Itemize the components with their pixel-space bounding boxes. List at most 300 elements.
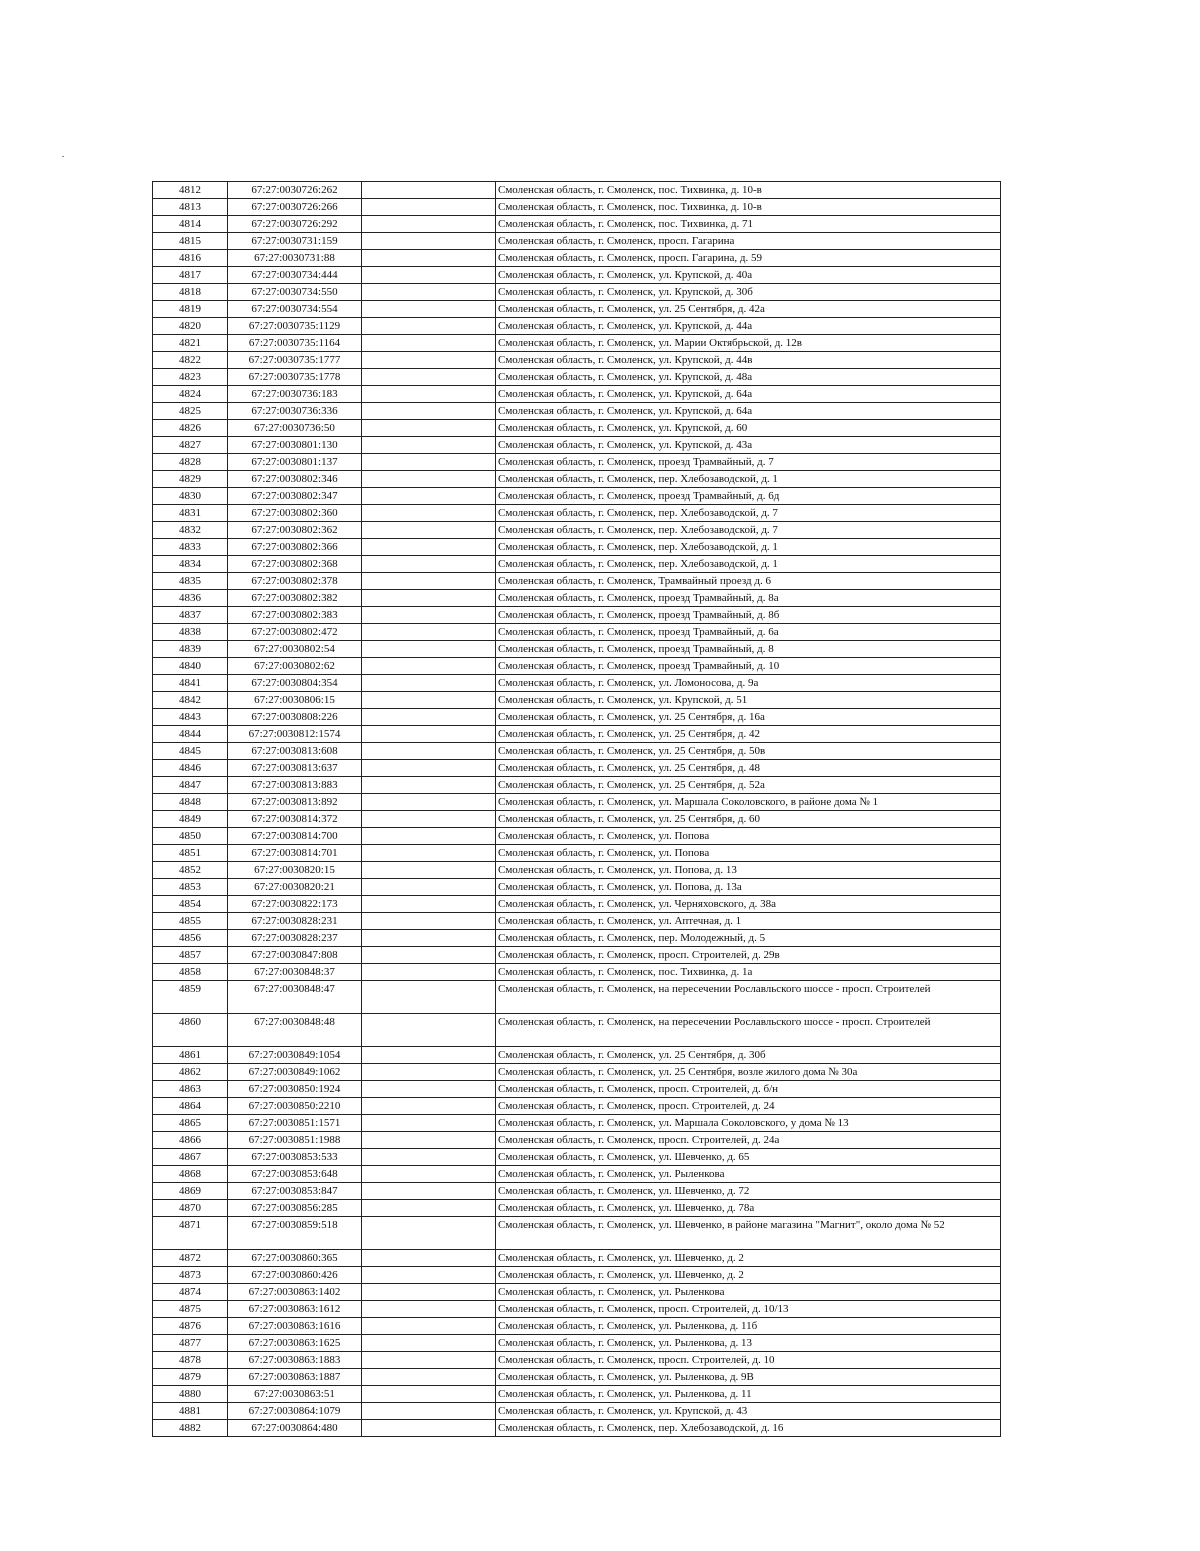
table-row [153,845,1001,862]
address: Смоленская область, г. Смоленск, пер. Хлебозаводской, д. 7 [496,505,1001,522]
row-number: 4820 [153,318,228,335]
empty-cell [362,913,496,930]
empty-cell [362,318,496,335]
cadastral-number: 67:27:0030864:1079 [228,1403,362,1420]
scan-speck [62,156,64,157]
empty-cell [362,1014,496,1047]
address: Смоленская область, г. Смоленск, ул. Шевченко, в районе магазина "Магнит", около дома № 52 [496,1217,1001,1250]
table-row [153,1200,1001,1217]
row-number: 4836 [153,590,228,607]
cadastral-number: 67:27:0030802:368 [228,556,362,573]
empty-cell [362,1081,496,1098]
cadastral-number: 67:27:0030813:883 [228,777,362,794]
empty-cell [362,726,496,743]
cadastral-number: 67:27:0030734:444 [228,267,362,284]
address: Смоленская область, г. Смоленск, просп. Гагарина [496,233,1001,250]
cadastral-number: 67:27:0030851:1571 [228,1115,362,1132]
row-number: 4869 [153,1183,228,1200]
table-row [153,930,1001,947]
address: Смоленская область, г. Смоленск, ул. Маршала Соколовского, у дома № 13 [496,1115,1001,1132]
empty-cell [362,267,496,284]
table-row [153,1166,1001,1183]
table-row [153,828,1001,845]
cadastral-number: 67:27:0030859:518 [228,1217,362,1250]
registry-table-body [153,182,1001,1437]
address: Смоленская область, г. Смоленск, проезд Трамвайный, д. 7 [496,454,1001,471]
table-row [153,199,1001,216]
address: Смоленская область, г. Смоленск, ул. 25 Сентября, д. 30б [496,1047,1001,1064]
table-row [153,726,1001,743]
cadastral-number: 67:27:0030735:1129 [228,318,362,335]
table-row [153,590,1001,607]
empty-cell [362,624,496,641]
empty-cell [362,845,496,862]
address: Смоленская область, г. Смоленск, проезд Трамвайный, д. 8б [496,607,1001,624]
empty-cell [362,1420,496,1437]
row-number: 4863 [153,1081,228,1098]
cadastral-number: 67:27:0030731:88 [228,250,362,267]
address: Смоленская область, г. Смоленск, пер. Хлебозаводской, д. 16 [496,1420,1001,1437]
table-row [153,267,1001,284]
empty-cell [362,1132,496,1149]
address: Смоленская область, г. Смоленск, на пересечении Рославльского шоссе - просп. Строителей [496,981,1001,1014]
address: Смоленская область, г. Смоленск, просп. Строителей, д. 29в [496,947,1001,964]
address: Смоленская область, г. Смоленск, ул. Попова [496,828,1001,845]
row-number: 4831 [153,505,228,522]
empty-cell [362,1047,496,1064]
row-number: 4882 [153,1420,228,1437]
address: Смоленская область, г. Смоленск, ул. Марии Октябрьской, д. 12в [496,335,1001,352]
address: Смоленская область, г. Смоленск, ул. Шевченко, д. 2 [496,1267,1001,1284]
empty-cell [362,1335,496,1352]
address: Смоленская область, г. Смоленск, ул. Рыленкова, д. 13 [496,1335,1001,1352]
cadastral-number: 67:27:0030802:366 [228,539,362,556]
empty-cell [362,216,496,233]
cadastral-number: 67:27:0030820:15 [228,862,362,879]
row-number: 4833 [153,539,228,556]
table-row [153,1217,1001,1250]
row-number: 4841 [153,675,228,692]
empty-cell [362,1098,496,1115]
table-row [153,1403,1001,1420]
address: Смоленская область, г. Смоленск, ул. Крупской, д. 60 [496,420,1001,437]
empty-cell [362,1166,496,1183]
cadastral-number: 67:27:0030802:347 [228,488,362,505]
row-number: 4856 [153,930,228,947]
address: Смоленская область, г. Смоленск, ул. Маршала Соколовского, в районе дома № 1 [496,794,1001,811]
empty-cell [362,1200,496,1217]
cadastral-number: 67:27:0030849:1062 [228,1064,362,1081]
empty-cell [362,794,496,811]
empty-cell [362,1149,496,1166]
empty-cell [362,675,496,692]
row-number: 4859 [153,981,228,1014]
empty-cell [362,233,496,250]
table-row [153,403,1001,420]
empty-cell [362,590,496,607]
row-number: 4857 [153,947,228,964]
empty-cell [362,199,496,216]
row-number: 4877 [153,1335,228,1352]
row-number: 4879 [153,1369,228,1386]
cadastral-number: 67:27:0030863:1616 [228,1318,362,1335]
table-row [153,1183,1001,1200]
address: Смоленская область, г. Смоленск, ул. Рыленкова [496,1284,1001,1301]
row-number: 4861 [153,1047,228,1064]
cadastral-number: 67:27:0030802:346 [228,471,362,488]
table-row [153,488,1001,505]
row-number: 4853 [153,879,228,896]
empty-cell [362,1352,496,1369]
empty-cell [362,964,496,981]
address: Смоленская область, г. Смоленск, проезд Трамвайный, д. 8а [496,590,1001,607]
empty-cell [362,369,496,386]
empty-cell [362,352,496,369]
table-row [153,1267,1001,1284]
empty-cell [362,437,496,454]
row-number: 4814 [153,216,228,233]
table-row [153,454,1001,471]
empty-cell [362,488,496,505]
address: Смоленская область, г. Смоленск, Трамвайный проезд д. 6 [496,573,1001,590]
cadastral-number: 67:27:0030828:237 [228,930,362,947]
table-row [153,913,1001,930]
cadastral-number: 67:27:0030849:1054 [228,1047,362,1064]
empty-cell [362,471,496,488]
cadastral-number: 67:27:0030726:266 [228,199,362,216]
table-row [153,675,1001,692]
empty-cell [362,760,496,777]
row-number: 4812 [153,182,228,199]
address: Смоленская область, г. Смоленск, ул. Крупской, д. 43а [496,437,1001,454]
table-row [153,947,1001,964]
row-number: 4813 [153,199,228,216]
table-row [153,233,1001,250]
address: Смоленская область, г. Смоленск, ул. Крупской, д. 43 [496,1403,1001,1420]
address: Смоленская область, г. Смоленск, пер. Хлебозаводской, д. 1 [496,471,1001,488]
empty-cell [362,1064,496,1081]
address: Смоленская область, г. Смоленск, ул. 25 Сентября, д. 42 [496,726,1001,743]
cadastral-number: 67:27:0030860:426 [228,1267,362,1284]
cadastral-number: 67:27:0030806:15 [228,692,362,709]
table-row [153,1081,1001,1098]
row-number: 4855 [153,913,228,930]
address: Смоленская область, г. Смоленск, пос. Тихвинка, д. 1а [496,964,1001,981]
table-row [153,862,1001,879]
cadastral-number: 67:27:0030850:2210 [228,1098,362,1115]
address: Смоленская область, г. Смоленск, просп. Строителей, д. 24 [496,1098,1001,1115]
cadastral-number: 67:27:0030850:1924 [228,1081,362,1098]
cadastral-number: 67:27:0030734:550 [228,284,362,301]
empty-cell [362,539,496,556]
cadastral-number: 67:27:0030802:360 [228,505,362,522]
row-number: 4875 [153,1301,228,1318]
empty-cell [362,556,496,573]
address: Смоленская область, г. Смоленск, ул. Рыленкова, д. 11 [496,1386,1001,1403]
cadastral-number: 67:27:0030814:701 [228,845,362,862]
address: Смоленская область, г. Смоленск, ул. 25 Сентября, д. 48 [496,760,1001,777]
row-number: 4850 [153,828,228,845]
cadastral-number: 67:27:0030808:226 [228,709,362,726]
address: Смоленская область, г. Смоленск, ул. Рыленкова, д. 9В [496,1369,1001,1386]
row-number: 4880 [153,1386,228,1403]
cadastral-number: 67:27:0030820:21 [228,879,362,896]
empty-cell [362,692,496,709]
address: Смоленская область, г. Смоленск, ул. 25 Сентября, д. 60 [496,811,1001,828]
cadastral-number: 67:27:0030814:700 [228,828,362,845]
row-number: 4832 [153,522,228,539]
table-row [153,1420,1001,1437]
empty-cell [362,1267,496,1284]
table-row [153,658,1001,675]
table-row [153,743,1001,760]
row-number: 4852 [153,862,228,879]
row-number: 4819 [153,301,228,318]
address: Смоленская область, г. Смоленск, пер. Хлебозаводской, д. 7 [496,522,1001,539]
empty-cell [362,641,496,658]
table-row [153,777,1001,794]
cadastral-number: 67:27:0030802:54 [228,641,362,658]
cadastral-number: 67:27:0030814:372 [228,811,362,828]
row-number: 4822 [153,352,228,369]
cadastral-number: 67:27:0030801:130 [228,437,362,454]
cadastral-number: 67:27:0030828:231 [228,913,362,930]
address: Смоленская область, г. Смоленск, ул. Крупской, д. 44а [496,318,1001,335]
address: Смоленская область, г. Смоленск, на пересечении Рославльского шоссе - просп. Строителей [496,1014,1001,1047]
empty-cell [362,607,496,624]
row-number: 4881 [153,1403,228,1420]
empty-cell [362,454,496,471]
table-row [153,1014,1001,1047]
row-number: 4851 [153,845,228,862]
cadastral-number: 67:27:0030735:1778 [228,369,362,386]
empty-cell [362,709,496,726]
table-row [153,794,1001,811]
empty-cell [362,505,496,522]
row-number: 4867 [153,1149,228,1166]
cadastral-number: 67:27:0030822:173 [228,896,362,913]
empty-cell [362,335,496,352]
cadastral-number: 67:27:0030863:1883 [228,1352,362,1369]
table-row [153,641,1001,658]
cadastral-number: 67:27:0030735:1777 [228,352,362,369]
address: Смоленская область, г. Смоленск, ул. Крупской, д. 64а [496,403,1001,420]
cadastral-number: 67:27:0030802:472 [228,624,362,641]
cadastral-number: 67:27:0030853:648 [228,1166,362,1183]
row-number: 4828 [153,454,228,471]
empty-cell [362,777,496,794]
row-number: 4840 [153,658,228,675]
table-row [153,573,1001,590]
table-row [153,879,1001,896]
address: Смоленская область, г. Смоленск, пос. Тихвинка, д. 10-в [496,199,1001,216]
cadastral-number: 67:27:0030847:808 [228,947,362,964]
row-number: 4823 [153,369,228,386]
table-row [153,318,1001,335]
address: Смоленская область, г. Смоленск, ул. Крупской, д. 48а [496,369,1001,386]
address: Смоленская область, г. Смоленск, пер. Хлебозаводской, д. 1 [496,556,1001,573]
empty-cell [362,879,496,896]
table-row [153,1064,1001,1081]
cadastral-number: 67:27:0030731:159 [228,233,362,250]
empty-cell [362,420,496,437]
table-row [153,284,1001,301]
registry-table [152,181,1001,1437]
table-row [153,1284,1001,1301]
empty-cell [362,896,496,913]
cadastral-number: 67:27:0030856:285 [228,1200,362,1217]
row-number: 4817 [153,267,228,284]
row-number: 4847 [153,777,228,794]
empty-cell [362,1183,496,1200]
table-row [153,760,1001,777]
table-row [153,471,1001,488]
empty-cell [362,386,496,403]
table-row [153,692,1001,709]
address: Смоленская область, г. Смоленск, ул. Крупской, д. 64а [496,386,1001,403]
row-number: 4871 [153,1217,228,1250]
row-number: 4825 [153,403,228,420]
table-row [153,1369,1001,1386]
row-number: 4830 [153,488,228,505]
empty-cell [362,1369,496,1386]
cadastral-number: 67:27:0030802:362 [228,522,362,539]
empty-cell [362,301,496,318]
table-row [153,1318,1001,1335]
address: Смоленская область, г. Смоленск, просп. Строителей, д. б/н [496,1081,1001,1098]
table-row [153,981,1001,1014]
address: Смоленская область, г. Смоленск, ул. Попова, д. 13 [496,862,1001,879]
address: Смоленская область, г. Смоленск, ул. Рыленкова [496,1166,1001,1183]
address: Смоленская область, г. Смоленск, ул. 25 Сентября, д. 50в [496,743,1001,760]
cadastral-number: 67:27:0030863:1402 [228,1284,362,1301]
row-number: 4829 [153,471,228,488]
empty-cell [362,862,496,879]
address: Смоленская область, г. Смоленск, ул. Аптечная, д. 1 [496,913,1001,930]
address: Смоленская область, г. Смоленск, ул. 25 Сентября, возле жилого дома № 30а [496,1064,1001,1081]
cadastral-number: 67:27:0030813:637 [228,760,362,777]
cadastral-number: 67:27:0030734:554 [228,301,362,318]
address: Смоленская область, г. Смоленск, ул. Крупской, д. 30б [496,284,1001,301]
row-number: 4816 [153,250,228,267]
address: Смоленская область, г. Смоленск, ул. Попова, д. 13а [496,879,1001,896]
address: Смоленская область, г. Смоленск, проезд Трамвайный, д. 6а [496,624,1001,641]
empty-cell [362,250,496,267]
row-number: 4818 [153,284,228,301]
cadastral-number: 67:27:0030813:608 [228,743,362,760]
cadastral-number: 67:27:0030853:533 [228,1149,362,1166]
empty-cell [362,1386,496,1403]
row-number: 4821 [153,335,228,352]
table-row [153,1132,1001,1149]
row-number: 4860 [153,1014,228,1047]
row-number: 4873 [153,1267,228,1284]
address: Смоленская область, г. Смоленск, просп. Строителей, д. 24а [496,1132,1001,1149]
row-number: 4868 [153,1166,228,1183]
empty-cell [362,1284,496,1301]
cadastral-number: 67:27:0030848:48 [228,1014,362,1047]
table-row [153,1098,1001,1115]
row-number: 4854 [153,896,228,913]
cadastral-number: 67:27:0030851:1988 [228,1132,362,1149]
cadastral-number: 67:27:0030735:1164 [228,335,362,352]
empty-cell [362,828,496,845]
table-row [153,1335,1001,1352]
table-row [153,964,1001,981]
row-number: 4834 [153,556,228,573]
cadastral-number: 67:27:0030802:382 [228,590,362,607]
empty-cell [362,1217,496,1250]
cadastral-number: 67:27:0030860:365 [228,1250,362,1267]
table-row [153,1352,1001,1369]
row-number: 4845 [153,743,228,760]
cadastral-number: 67:27:0030863:1625 [228,1335,362,1352]
row-number: 4866 [153,1132,228,1149]
row-number: 4844 [153,726,228,743]
address: Смоленская область, г. Смоленск, пос. Тихвинка, д. 10-в [496,182,1001,199]
row-number: 4864 [153,1098,228,1115]
empty-cell [362,522,496,539]
row-number: 4858 [153,964,228,981]
empty-cell [362,284,496,301]
empty-cell [362,811,496,828]
address: Смоленская область, г. Смоленск, ул. Крупской, д. 40а [496,267,1001,284]
address: Смоленская область, г. Смоленск, ул. Крупской, д. 44в [496,352,1001,369]
row-number: 4848 [153,794,228,811]
address: Смоленская область, г. Смоленск, ул. Ломоносова, д. 9а [496,675,1001,692]
empty-cell [362,1250,496,1267]
address: Смоленская область, г. Смоленск, ул. Крупской, д. 51 [496,692,1001,709]
table-row [153,216,1001,233]
cadastral-number: 67:27:0030802:378 [228,573,362,590]
cadastral-number: 67:27:0030848:37 [228,964,362,981]
table-row [153,505,1001,522]
cadastral-number: 67:27:0030736:50 [228,420,362,437]
empty-cell [362,1318,496,1335]
table-row [153,624,1001,641]
empty-cell [362,981,496,1014]
row-number: 4843 [153,709,228,726]
row-number: 4876 [153,1318,228,1335]
cadastral-number: 67:27:0030801:137 [228,454,362,471]
row-number: 4865 [153,1115,228,1132]
address: Смоленская область, г. Смоленск, ул. Шевченко, д. 65 [496,1149,1001,1166]
address: Смоленская область, г. Смоленск, ул. Шевченко, д. 72 [496,1183,1001,1200]
address: Смоленская область, г. Смоленск, ул. 25 Сентября, д. 52а [496,777,1001,794]
empty-cell [362,658,496,675]
row-number: 4838 [153,624,228,641]
table-row [153,607,1001,624]
row-number: 4824 [153,386,228,403]
address: Смоленская область, г. Смоленск, просп. Строителей, д. 10/13 [496,1301,1001,1318]
table-row [153,811,1001,828]
empty-cell [362,1115,496,1132]
row-number: 4826 [153,420,228,437]
cadastral-number: 67:27:0030726:292 [228,216,362,233]
row-number: 4878 [153,1352,228,1369]
table-row [153,1250,1001,1267]
cadastral-number: 67:27:0030726:262 [228,182,362,199]
cadastral-number: 67:27:0030736:183 [228,386,362,403]
address: Смоленская область, г. Смоленск, ул. 25 Сентября, д. 16а [496,709,1001,726]
cadastral-number: 67:27:0030802:62 [228,658,362,675]
cadastral-number: 67:27:0030804:354 [228,675,362,692]
table-row [153,522,1001,539]
table-row [153,539,1001,556]
table-row [153,369,1001,386]
address: Смоленская область, г. Смоленск, просп. Гагарина, д. 59 [496,250,1001,267]
row-number: 4846 [153,760,228,777]
